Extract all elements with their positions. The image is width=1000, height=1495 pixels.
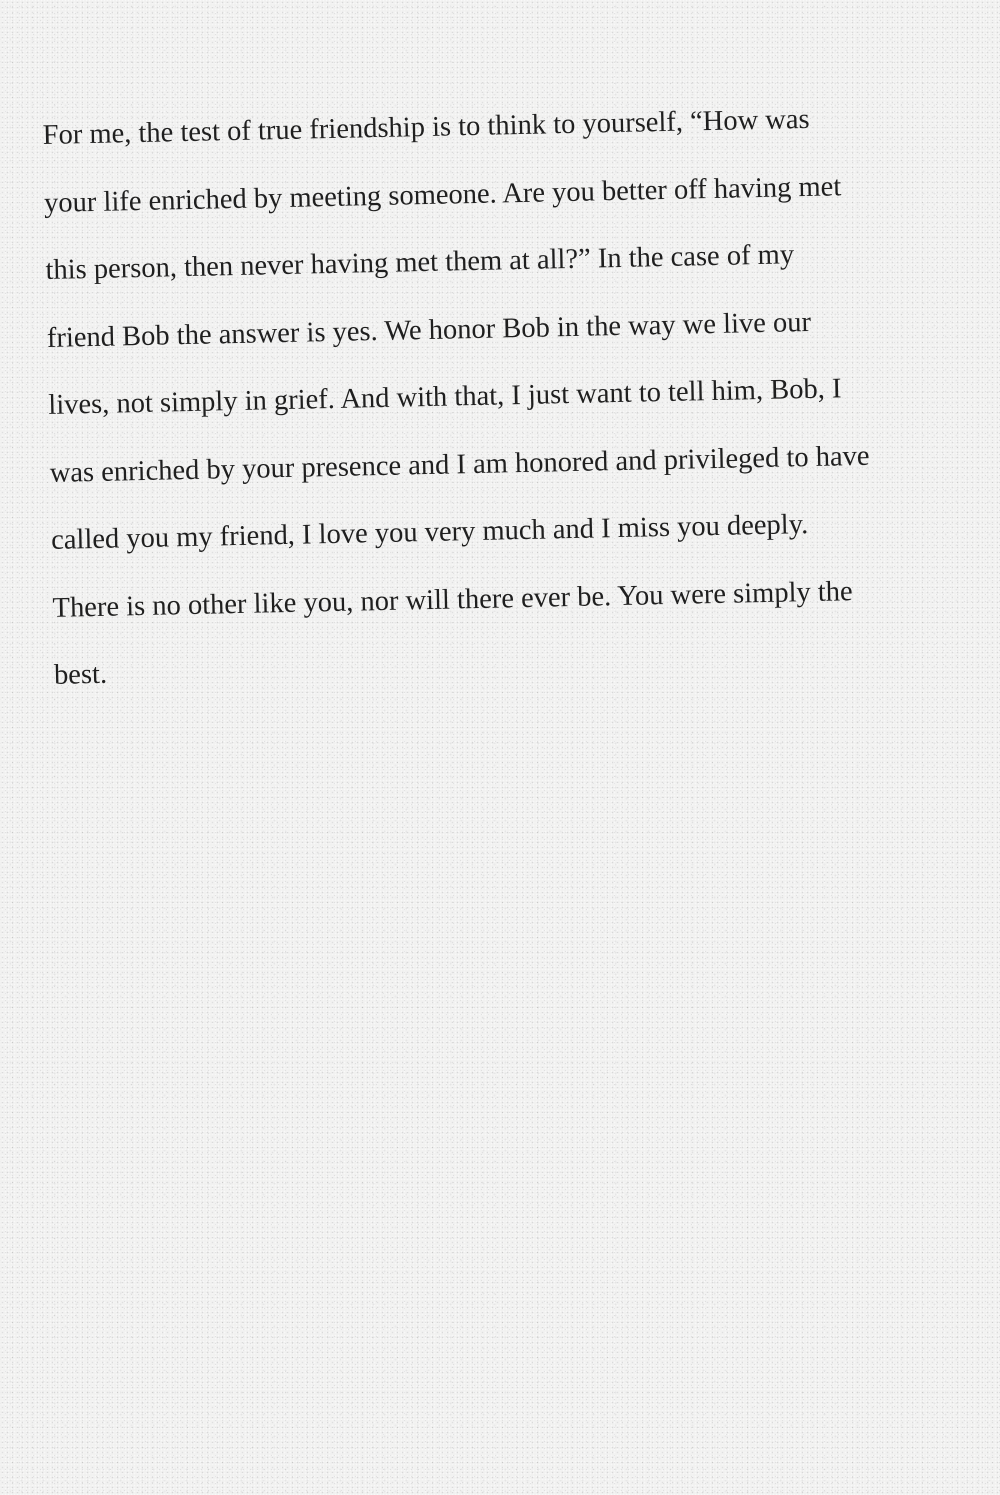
text-line: There is no other like you, nor will there ever be. You were simply the <box>52 575 853 624</box>
text-line: called you my friend, I love you very much and I miss you deeply. <box>50 509 809 556</box>
body-paragraph <box>42 83 955 709</box>
text-line: was enriched by your presence and I am honored and privileged to have <box>49 440 870 489</box>
text-line: friend Bob the answer is yes. We honor Bob in the way we live our <box>46 306 812 354</box>
text-line: best. <box>53 658 108 691</box>
text-line: lives, not simply in grief. And with that, I just want to tell him, Bob, I <box>48 373 842 421</box>
text-line: this person, then never having met them at all?” In the case of my <box>45 239 795 286</box>
text-line: your life enriched by meeting someone. Are you better off having met <box>43 170 842 219</box>
text-line: For me, the test of true friendship is to think to yourself, “How was <box>42 103 810 151</box>
